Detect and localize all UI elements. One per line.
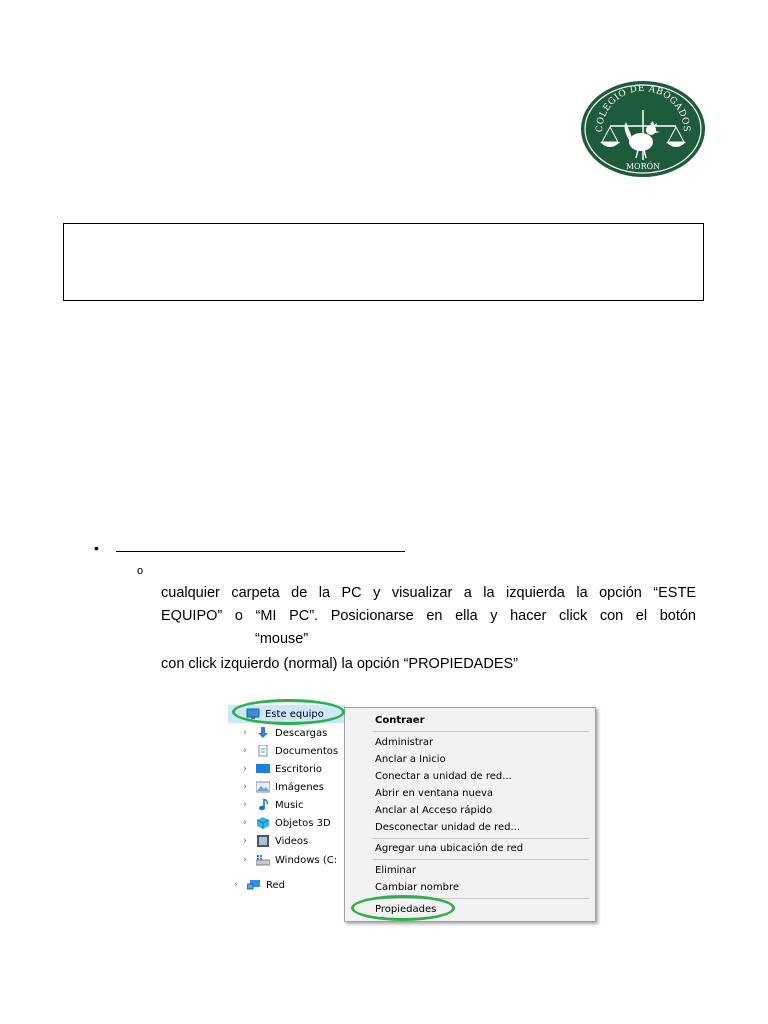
tree-item-label: Windows (C: [275, 854, 338, 866]
colegio-abogados-logo [580, 80, 706, 178]
heading-underline [116, 551, 405, 552]
image-icon [256, 781, 270, 793]
cube-icon [256, 817, 270, 829]
tree-item-label: Objetos 3D [275, 817, 331, 829]
highlight-oval-propiedades [351, 895, 455, 921]
menu-item-conectar-unidad-red[interactable]: Conectar a unidad de red... [375, 771, 512, 782]
explorer-screenshot [228, 702, 606, 926]
menu-item-propiedades[interactable]: Propiedades [375, 904, 437, 915]
sub-bullet: o [137, 565, 144, 577]
tree-item-label: Documentos [275, 745, 339, 757]
tree-item-label: Videos [275, 835, 309, 847]
tree-item-objetos-3d[interactable] [240, 814, 331, 832]
highlight-oval-este-equipo [232, 699, 345, 725]
menu-item-cambiar-nombre[interactable]: Cambiar nombre [375, 882, 459, 893]
drive-icon [256, 854, 270, 866]
bullet: • [94, 540, 99, 556]
chevron-right-icon: › [243, 818, 247, 828]
context-menu [344, 707, 596, 922]
chevron-right-icon: › [234, 880, 238, 890]
download-icon [256, 727, 270, 739]
instruction-line-2: EQUIPO” o “MI PC”. Posicionarse en ella y hacer click con el botón [161, 608, 696, 624]
empty-text-box [63, 223, 704, 301]
tree-item-label: Descargas [275, 727, 328, 739]
tree-item-documentos[interactable] [240, 742, 338, 760]
menu-item-anclar-inicio[interactable]: Anclar a Inicio [375, 754, 446, 765]
music-icon [256, 799, 270, 811]
logo-top-text: COLEGIO DE ABOGADOS [594, 83, 692, 133]
chevron-right-icon: › [243, 855, 247, 865]
chevron-right-icon: › [243, 728, 247, 738]
menu-separator [373, 731, 589, 732]
chevron-right-icon: › [243, 800, 247, 810]
desktop-icon [256, 763, 270, 775]
video-icon [256, 835, 270, 847]
document-icon [256, 745, 270, 757]
chevron-right-icon: › [243, 746, 247, 756]
instruction-line-1: cualquier carpeta de la PC y visualizar a la izquierda la opción “ESTE [161, 585, 696, 601]
tree-item-music[interactable] [240, 796, 303, 814]
instruction-line-4: con click izquierdo (normal) la opción “PROPIEDADES” [161, 656, 518, 672]
menu-item-abrir-ventana-nueva[interactable]: Abrir en ventana nueva [375, 788, 494, 799]
tree-item-videos[interactable] [240, 832, 308, 850]
menu-item-eliminar[interactable]: Eliminar [375, 865, 416, 876]
tree-item-label: Imágenes [275, 781, 325, 793]
chevron-right-icon: › [243, 764, 247, 774]
tree-item-label: Red [266, 879, 285, 891]
tree-item-imagenes[interactable] [240, 778, 324, 796]
menu-separator [373, 859, 589, 860]
tree-item-windows-c[interactable] [240, 851, 337, 869]
menu-separator [373, 838, 589, 839]
tree-item-red[interactable] [231, 876, 285, 894]
chevron-right-icon: › [243, 836, 247, 846]
tree-item-label: Este equipo [265, 708, 324, 720]
instruction-line-3: “mouse” [255, 631, 309, 647]
tree-item-descargas[interactable] [240, 724, 327, 742]
logo-bottom-text: MORÓN [625, 162, 661, 171]
chevron-right-icon: › [243, 782, 247, 792]
menu-item-contraer[interactable]: Contraer [375, 715, 425, 726]
menu-item-administrar[interactable]: Administrar [375, 737, 434, 748]
menu-item-desconectar-unidad-red[interactable]: Desconectar unidad de red... [375, 822, 521, 833]
menu-item-anclar-acceso-rapido[interactable]: Anclar al Acceso rápido [375, 805, 493, 816]
menu-item-agregar-ubicacion-red[interactable]: Agregar una ubicación de red [375, 843, 524, 854]
network-icon [247, 879, 261, 891]
tree-item-escritorio[interactable] [240, 760, 322, 778]
chevron-down-icon: ⌄ [231, 709, 239, 719]
tree-item-label: Music [275, 799, 304, 811]
tree-item-label: Escritorio [275, 763, 322, 775]
